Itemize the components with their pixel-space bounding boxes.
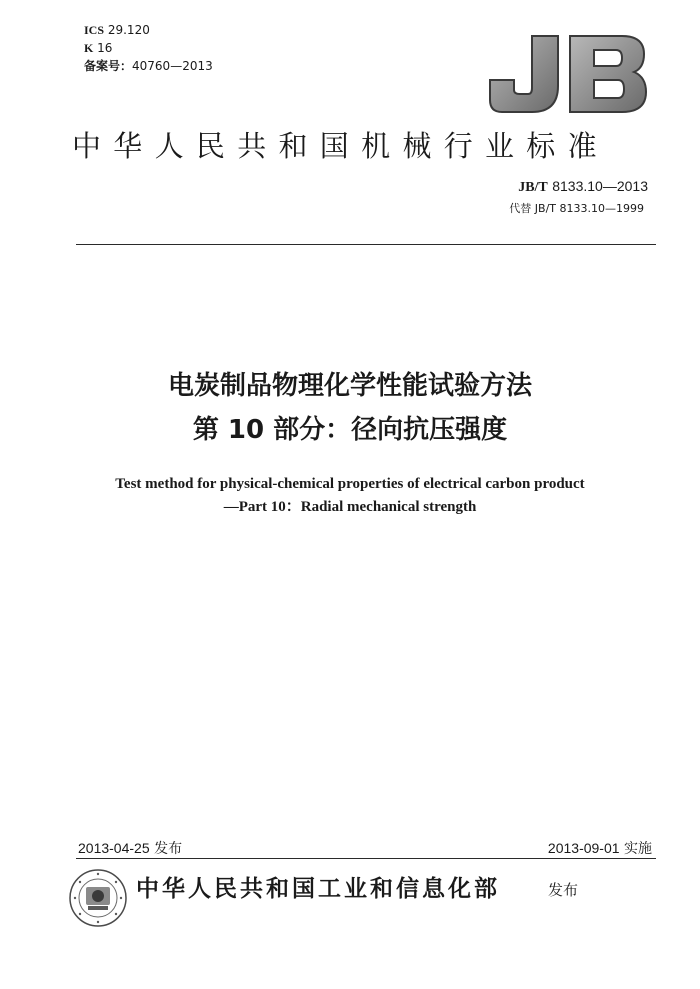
jb-logo xyxy=(488,34,648,114)
publish-word: 发布 xyxy=(548,881,579,899)
replaced-standard: 代替 JB/T 8133.10—1999 xyxy=(509,202,644,215)
standard-code-number: 8133.10—2013 xyxy=(552,178,648,194)
ministry-seal-icon xyxy=(68,868,128,928)
footer-divider xyxy=(76,858,656,859)
publisher-name: 中华人民共和国工业和信息化部 xyxy=(136,876,500,902)
implementation-date-value: 2013-09-01 xyxy=(547,840,620,856)
ics-label: ICS xyxy=(84,23,105,37)
logo-text: JB xyxy=(568,76,569,77)
header-divider xyxy=(76,244,656,245)
standard-code xyxy=(518,178,648,196)
ics-value: 29.120 xyxy=(107,23,150,37)
record-value: 40760—2013 xyxy=(132,59,213,73)
title-cn-line1: 电炭制品物理化学性能试验方法 xyxy=(167,371,532,401)
title-cn-line2: 第 10 部分：径向抗压强度 xyxy=(192,415,508,445)
standard-code-prefix: JB/T xyxy=(518,180,548,195)
class-line xyxy=(84,40,112,57)
title-en-line2: —Part 10：Radial mechanical strength xyxy=(223,499,477,515)
issue-date-value: 2013-04-25 xyxy=(78,840,150,856)
class-value: 16 xyxy=(97,41,113,55)
title-en-line1: Test method for physical-chemical properties of electrical carbon product xyxy=(115,476,585,492)
class-label: K xyxy=(84,41,94,55)
issue-date xyxy=(78,838,182,858)
ics-line xyxy=(84,22,150,39)
standard-category-title: 中华人民共和国机械行业标准 xyxy=(72,129,609,163)
implementation-date-word: 实施 xyxy=(624,841,652,857)
record-label: 备案号： xyxy=(84,59,133,73)
record-line xyxy=(84,58,213,75)
implementation-date xyxy=(548,838,652,858)
issue-date-word: 发布 xyxy=(154,841,183,857)
